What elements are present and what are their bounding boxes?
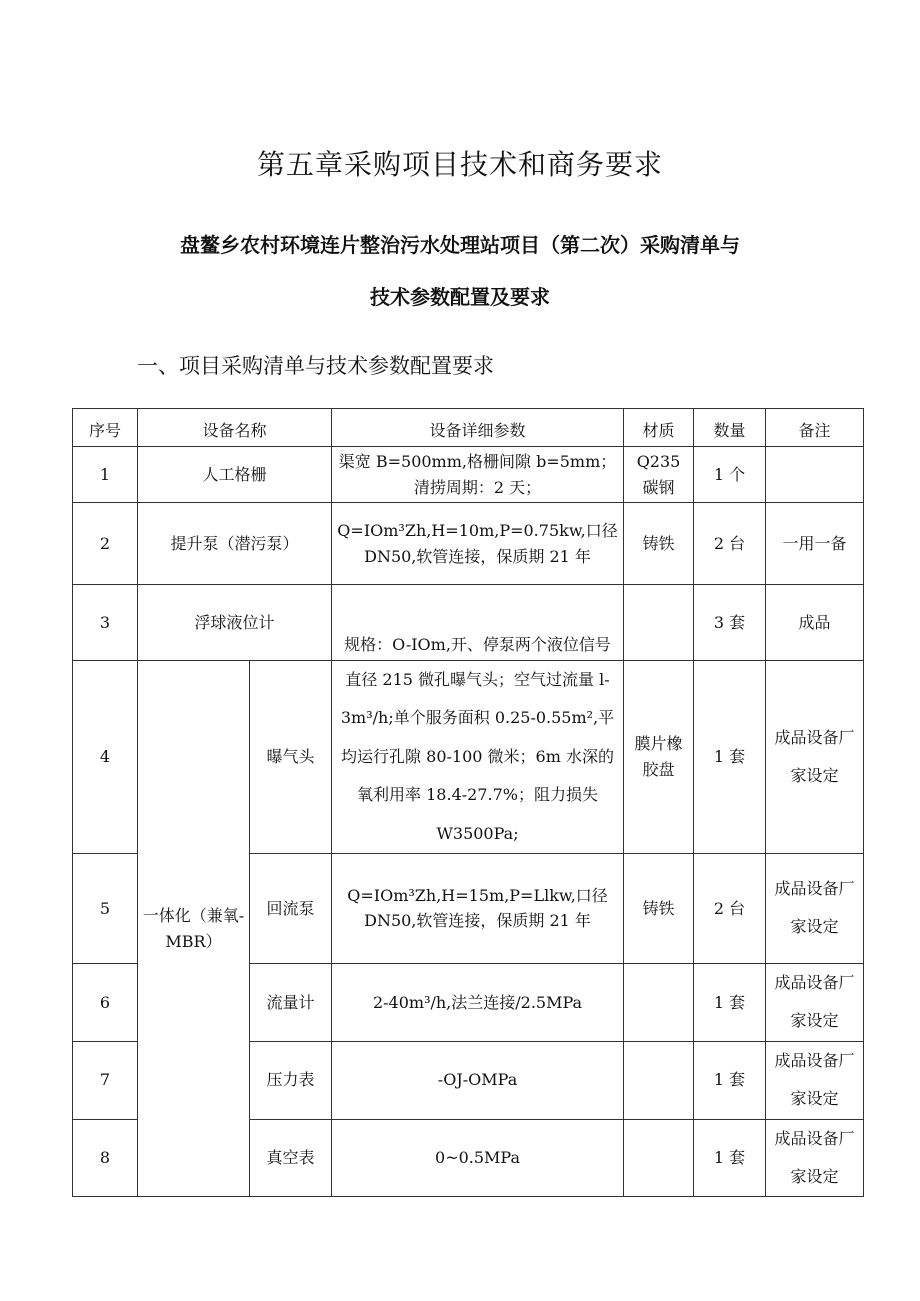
group-label: 一体化（兼氧-MBR） xyxy=(138,661,250,1197)
project-title-line1: 盘鳌乡农村环境连片整治污水处理站项目（第二次）采购清单与 xyxy=(180,233,740,257)
cell-material xyxy=(624,1041,694,1119)
cell-qty: 1 套 xyxy=(694,963,766,1041)
header-name: 设备名称 xyxy=(138,409,332,447)
header-params: 设备详细参数 xyxy=(332,409,624,447)
cell-name: 真空表 xyxy=(250,1119,332,1197)
cell-qty: 1 个 xyxy=(694,447,766,503)
cell-params: Q=IOm³Zh,H=15m,P=Llkw,口径 DN50,软管连接，保质期 21 年 xyxy=(332,853,624,963)
header-qty: 数量 xyxy=(694,409,766,447)
header-note: 备注 xyxy=(766,409,864,447)
cell-no: 5 xyxy=(73,853,138,963)
cell-note: 成品设备厂家设定 xyxy=(766,1041,864,1119)
cell-no: 4 xyxy=(73,661,138,854)
cell-qty: 1 套 xyxy=(694,1119,766,1197)
chapter-title: 第五章采购项目技术和商务要求 xyxy=(256,148,663,181)
table-row xyxy=(73,661,864,854)
table-row xyxy=(73,503,864,585)
cell-qty: 1 套 xyxy=(694,1041,766,1119)
cell-name: 压力表 xyxy=(250,1041,332,1119)
cell-note xyxy=(766,447,864,503)
project-title-line2: 技术参数配置及要求 xyxy=(370,285,550,309)
cell-params: Q=IOm³Zh,H=10m,P=0.75kw,口径 DN50,软管连接，保质期 21 年 xyxy=(332,503,624,585)
cell-note: 一用一备 xyxy=(766,503,864,585)
cell-material: 铸铁 xyxy=(624,503,694,585)
cell-qty: 1 套 xyxy=(694,661,766,854)
cell-name: 流量计 xyxy=(250,963,332,1041)
cell-name: 曝气头 xyxy=(250,661,332,854)
cell-params: 0~0.5MPa xyxy=(332,1119,624,1197)
header-no: 序号 xyxy=(73,409,138,447)
cell-note: 成品设备厂家设定 xyxy=(766,853,864,963)
section-heading: 一、项目采购清单与技术参数配置要求 xyxy=(137,354,494,378)
cell-params: 2-40m³/h,法兰连接/2.5MPa xyxy=(332,963,624,1041)
cell-qty: 3 套 xyxy=(694,585,766,661)
cell-params: 直径 215 微孔曝气头；空气过流量 l-3m³/h;单个服务面积 0.25-0.55m²,平均运行孔隙 80-100 微米；6m 水深的氧利用率 18.4-27.7%；阻力损失 W3500Pa; xyxy=(332,661,624,854)
procurement-table xyxy=(72,408,864,1197)
cell-qty: 2 台 xyxy=(694,503,766,585)
cell-material xyxy=(624,585,694,661)
cell-name: 人工格栅 xyxy=(138,447,332,503)
cell-no: 7 xyxy=(73,1041,138,1119)
cell-no: 8 xyxy=(73,1119,138,1197)
table-header-row xyxy=(73,409,864,447)
cell-no: 3 xyxy=(73,585,138,661)
cell-qty: 2 台 xyxy=(694,853,766,963)
cell-params: 渠宽 B=500mm,格栅间隙 b=5mm；清捞周期：2 天； xyxy=(332,447,624,503)
cell-name: 回流泵 xyxy=(250,853,332,963)
cell-material: Q235 碳钢 xyxy=(624,447,694,503)
cell-material: 膜片橡胶盘 xyxy=(624,661,694,854)
cell-no: 2 xyxy=(73,503,138,585)
cell-material xyxy=(624,1119,694,1197)
cell-params: 规格：O-IOm,开、停泵两个液位信号 xyxy=(332,585,624,661)
cell-note: 成品设备厂家设定 xyxy=(766,1119,864,1197)
table-row xyxy=(73,447,864,503)
cell-name: 提升泵（潜污泵） xyxy=(138,503,332,585)
cell-no: 6 xyxy=(73,963,138,1041)
cell-material: 铸铁 xyxy=(624,853,694,963)
cell-material xyxy=(624,963,694,1041)
cell-no: 1 xyxy=(73,447,138,503)
cell-name: 浮球液位计 xyxy=(138,585,332,661)
header-material: 材质 xyxy=(624,409,694,447)
cell-params: -OJ-OMPa xyxy=(332,1041,624,1119)
cell-note: 成品设备厂家设定 xyxy=(766,963,864,1041)
table-row xyxy=(73,585,864,661)
cell-note: 成品设备厂家设定 xyxy=(766,661,864,854)
cell-note: 成品 xyxy=(766,585,864,661)
